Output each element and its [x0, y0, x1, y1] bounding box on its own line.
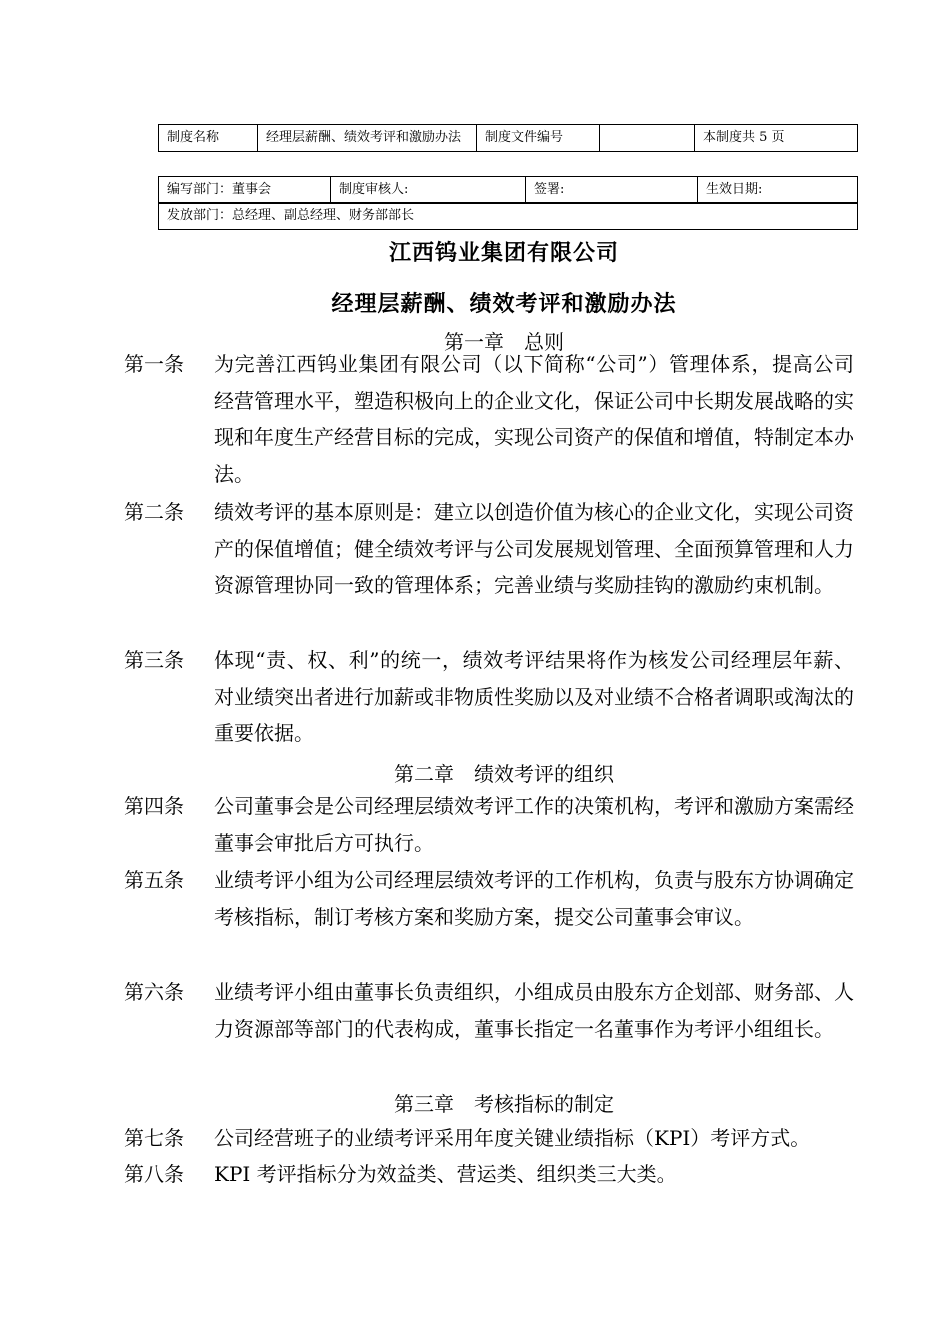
article	[124, 862, 854, 935]
article	[124, 642, 854, 752]
article	[124, 494, 854, 604]
article	[124, 974, 854, 1047]
article-text: 绩效考评的基本原则是：建立以创造价值为核心的企业文化，实现公司资产的保值增值；健全绩效考评与公司发展规划管理、全面预算管理和人力资源管理协同一致的管理体系；完善业绩与奖励挂钩的激励约束机制。	[214, 500, 854, 597]
doc-no-value-cell	[600, 125, 695, 152]
article-label: 第七条	[124, 1126, 184, 1150]
article-label: 第二条	[124, 500, 184, 524]
chapter-heading: 第一章 总则	[444, 330, 564, 354]
header-table	[158, 124, 858, 152]
document-title: 经理层薪酬、绩效考评和激励办法	[331, 292, 677, 317]
name-label-cell: 制度名称	[159, 125, 258, 152]
chapter-heading: 第三章 考核指标的制定	[394, 1092, 614, 1116]
sign-cell: 签署:	[526, 177, 698, 204]
article	[124, 788, 854, 861]
name-value-cell: 经理层薪酬、绩效考评和激励办法	[258, 125, 477, 152]
article-text: KPI 考评指标分为效益类、营运类、组织类三大类。	[214, 1162, 677, 1186]
article-text: 体现“责、权、利”的统一，绩效考评结果将作为核发公司经理层年薪、对业绩突出者进行加薪或非物质性奖励以及对业绩不合格者调职或淘汰的重要依据。	[214, 648, 854, 745]
article-text: 为完善江西钨业集团有限公司（以下简称“公司”）管理体系，提高公司经营管理水平，塑造积极向上的企业文化，保证公司中长期发展战略的实现和年度生产经营目标的完成，实现公司资产的保值和增值，特制定本办法。	[214, 352, 854, 486]
pages-cell: 本制度共 5 页	[695, 125, 858, 152]
article	[124, 1120, 854, 1157]
article-text: 公司董事会是公司经理层绩效考评工作的决策机构，考评和激励方案需经董事会审批后方可执行。	[214, 794, 854, 855]
issue-dept-cell: 发放部门：总经理、副总经理、财务部部长	[159, 203, 858, 230]
dept-cell: 编写部门：董事会	[159, 177, 331, 204]
header-table-row3	[158, 202, 858, 230]
chapter-heading: 第二章 绩效考评的组织	[394, 762, 614, 786]
article-label: 第四条	[124, 794, 184, 818]
reviewer-cell: 制度审核人:	[331, 177, 526, 204]
article-label: 第一条	[124, 352, 184, 376]
doc-no-label-cell: 制度文件编号	[477, 125, 600, 152]
article-label: 第五条	[124, 868, 184, 892]
company-title: 江西钨业集团有限公司	[388, 241, 619, 266]
article	[124, 346, 854, 492]
article-text: 业绩考评小组为公司经理层绩效考评的工作机构，负责与股东方协调确定考核指标，制订考核方案和奖励方案，提交公司董事会审议。	[214, 868, 854, 929]
article-label: 第八条	[124, 1162, 184, 1186]
article-text: 业绩考评小组由董事长负责组织，小组成员由股东方企划部、财务部、人力资源部等部门的代表构成，董事长指定一名董事作为考评小组组长。	[214, 980, 854, 1041]
article-text: 公司经营班子的业绩考评采用年度关键业绩指标（KPI）考评方式。	[214, 1126, 811, 1150]
article-label: 第三条	[124, 648, 184, 672]
effective-date-cell: 生效日期:	[698, 177, 858, 204]
article	[124, 1156, 854, 1193]
header-table-row2	[158, 176, 858, 204]
article-label: 第六条	[124, 980, 184, 1004]
